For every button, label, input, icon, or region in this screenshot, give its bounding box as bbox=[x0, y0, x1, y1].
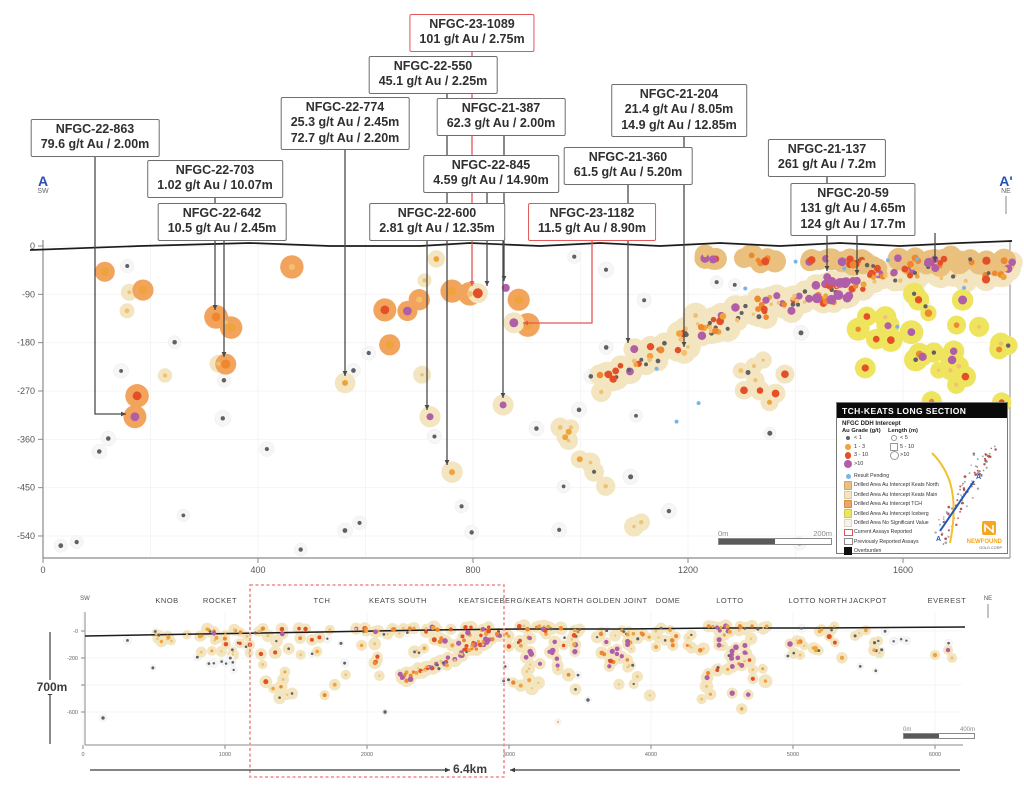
svg-text:1600: 1600 bbox=[892, 565, 914, 575]
endpoint-a-direction: SW bbox=[37, 188, 49, 195]
scalebar-top bbox=[718, 529, 832, 545]
intercept-value: 61.5 g/t Au / 5.20m bbox=[573, 165, 683, 180]
legend-item-label: Previously Reported Assays bbox=[854, 538, 919, 545]
intercept-value: 2.81 g/t Au / 12.35m bbox=[379, 221, 495, 236]
zone-label-golden-joint: GOLDEN JOINT bbox=[586, 596, 648, 605]
zone-label-keats: KEATS bbox=[458, 596, 486, 605]
intercept-value: 101 g/t Au / 2.75m bbox=[419, 32, 525, 47]
callout-nfgc-22-642 bbox=[158, 203, 287, 241]
legend-item-label: Drilled Area Au Intercept Iceberg bbox=[854, 510, 929, 517]
svg-text:0: 0 bbox=[29, 241, 35, 251]
callout-nfgc-22-703 bbox=[147, 160, 283, 198]
drillhole-id: NFGC-22-774 bbox=[305, 100, 385, 114]
zone-label-dome: DOME bbox=[655, 596, 681, 605]
zone-label-rocket: ROCKET bbox=[202, 596, 238, 605]
legend-length-header: Length (m) bbox=[888, 428, 918, 434]
legend-swatch-icon bbox=[842, 529, 854, 536]
drillhole-id: NFGC-22-703 bbox=[175, 163, 255, 177]
svg-text:-270: -270 bbox=[16, 385, 35, 396]
legend-item-label: Drilled Area Au Intercept TCH bbox=[854, 501, 922, 508]
zone-label-lotto-north: LOTTO NORTH bbox=[788, 596, 848, 605]
intercept-value: 10.5 g/t Au / 2.45m bbox=[167, 221, 277, 236]
grade-label: 1 - 3 bbox=[854, 443, 866, 450]
drillhole-id: NFGC-22-600 bbox=[397, 206, 477, 220]
zone-label-jackpot: JACKPOT bbox=[848, 596, 888, 605]
length-label: >10 bbox=[900, 452, 910, 459]
endpoint-a-prime-direction: NE bbox=[1001, 188, 1011, 195]
svg-text:-600: -600 bbox=[66, 710, 78, 716]
grade-dot-icon bbox=[842, 436, 854, 440]
scalebar-top-bar bbox=[718, 538, 832, 545]
intercept-value: 261 g/t Au / 7.2m bbox=[777, 157, 877, 172]
drillhole-id: NFGC-21-387 bbox=[461, 101, 541, 115]
callout-nfgc-22-774 bbox=[281, 97, 410, 150]
intercept-value: 62.3 g/t Au / 2.00m bbox=[446, 116, 556, 131]
legend-swatch-icon bbox=[842, 500, 854, 509]
svg-text:-0: -0 bbox=[73, 629, 78, 635]
drillhole-id: NFGC-23-1089 bbox=[429, 17, 515, 31]
length-label: < 5 bbox=[900, 435, 908, 442]
callout-nfgc-22-863 bbox=[31, 119, 160, 157]
drillhole-id: NFGC-22-550 bbox=[393, 59, 473, 73]
endpoint-a-label: A bbox=[37, 173, 49, 189]
callout-nfgc-21-387 bbox=[437, 98, 566, 136]
scalebar-top-min: 0m bbox=[718, 529, 729, 538]
height-dimension-label: 700m bbox=[26, 680, 78, 694]
grade-dot-icon bbox=[842, 460, 854, 468]
legend-item-label: Overburden bbox=[854, 548, 882, 555]
callout-nfgc-22-845 bbox=[423, 155, 559, 193]
drillhole-id: NFGC-21-204 bbox=[639, 87, 719, 101]
intercept-value: 11.5 g/t Au / 8.90m bbox=[538, 221, 646, 236]
callout-nfgc-21-360 bbox=[564, 147, 693, 185]
grade-label: < 1 bbox=[854, 435, 862, 442]
length-symbol-icon bbox=[888, 435, 900, 441]
zone-label-keats-south: KEATS SOUTH bbox=[369, 596, 427, 605]
svg-text:GOLD CORP: GOLD CORP bbox=[979, 546, 1002, 550]
svg-text:-90: -90 bbox=[21, 289, 35, 300]
zone-label-tch: TCH bbox=[313, 596, 331, 605]
legend-title: TCH-KEATS LONG SECTION bbox=[837, 403, 1007, 418]
svg-text:NEWFOUND: NEWFOUND bbox=[966, 539, 1002, 545]
zone-label-everest: EVEREST bbox=[927, 596, 967, 605]
scalebar-bottom-min: 0m bbox=[903, 727, 912, 733]
section-endpoint-a bbox=[30, 174, 56, 196]
intercept-value: 79.6 g/t Au / 2.00m bbox=[40, 137, 150, 152]
callout-nfgc-23-1089 bbox=[409, 14, 534, 52]
drillhole-id: NFGC-23-1182 bbox=[549, 206, 635, 220]
legend-item-label: Current Assays Reported bbox=[854, 529, 912, 536]
scalebar-bottom-max: 400m bbox=[959, 727, 975, 733]
svg-text:4000: 4000 bbox=[644, 752, 658, 758]
intercept-value: 72.7 g/t Au / 2.20m bbox=[290, 130, 400, 145]
svg-text:-360: -360 bbox=[16, 434, 35, 445]
intercept-value: 45.1 g/t Au / 2.25m bbox=[378, 74, 488, 89]
legend-swatch-icon bbox=[842, 538, 854, 545]
length-symbol-icon bbox=[888, 451, 900, 460]
callout-nfgc-23-1182 bbox=[528, 203, 656, 241]
intercept-value: 21.4 g/t Au / 8.05m bbox=[624, 102, 734, 117]
drillhole-id: NFGC-20-59 bbox=[817, 186, 889, 200]
svg-text:-200: -200 bbox=[66, 656, 78, 662]
svg-text:-450: -450 bbox=[16, 482, 35, 493]
callout-nfgc-21-204 bbox=[611, 84, 747, 137]
intercept-value: 1.02 g/t Au / 10.07m bbox=[157, 178, 273, 193]
drillhole-id: NFGC-22-642 bbox=[182, 206, 262, 220]
drillhole-id: NFGC-22-845 bbox=[451, 158, 531, 172]
section-endpoint-a-prime bbox=[993, 174, 1019, 196]
svg-text:5000: 5000 bbox=[786, 752, 800, 758]
svg-text:6000: 6000 bbox=[928, 752, 942, 758]
svg-text:NE: NE bbox=[983, 596, 993, 602]
legend-swatch-icon bbox=[842, 519, 854, 528]
intercept-value: 14.9 g/t Au / 12.85m bbox=[621, 117, 737, 132]
svg-text:-180: -180 bbox=[16, 337, 35, 348]
callout-nfgc-20-59 bbox=[790, 183, 915, 236]
width-dimension-label: 6.4km bbox=[450, 762, 490, 776]
scalebar-bottom-bar bbox=[903, 733, 975, 739]
grade-label: 3 - 10 bbox=[854, 452, 869, 459]
intercept-value: 25.3 g/t Au / 2.45m bbox=[290, 115, 400, 130]
svg-text:1200: 1200 bbox=[677, 565, 699, 575]
svg-text:2000: 2000 bbox=[360, 752, 374, 758]
callout-nfgc-22-550 bbox=[369, 56, 498, 94]
svg-text:A': A' bbox=[976, 474, 983, 481]
drillhole-id: NFGC-22-863 bbox=[55, 122, 135, 136]
location-minimap bbox=[926, 435, 1006, 555]
drillhole-id: NFGC-21-137 bbox=[787, 142, 867, 156]
svg-text:800: 800 bbox=[465, 565, 481, 575]
legend-item-label: Result Pending bbox=[854, 473, 890, 480]
svg-text:3000: 3000 bbox=[502, 752, 516, 758]
drillhole-id: NFGC-21-360 bbox=[588, 150, 668, 164]
svg-text:SW: SW bbox=[80, 596, 90, 602]
callout-nfgc-22-600 bbox=[369, 203, 505, 241]
legend-item-label: Drilled Area Au Intercept Keats North bbox=[854, 482, 939, 489]
svg-text:-540: -540 bbox=[16, 530, 35, 541]
intercept-value: 124 g/t Au / 17.7m bbox=[800, 216, 906, 231]
svg-text:400: 400 bbox=[250, 565, 266, 575]
length-label: 5 - 10 bbox=[900, 443, 915, 450]
zone-label-knob: KNOB bbox=[155, 596, 179, 605]
legend-subtitle: NFGC DDH Intercept bbox=[842, 421, 901, 427]
intercept-value: 131 g/t Au / 4.65m bbox=[800, 201, 906, 216]
scalebar-top-max: 200m bbox=[813, 529, 832, 538]
legend-swatch-icon bbox=[842, 481, 854, 490]
intercept-value: 4.59 g/t Au / 14.90m bbox=[433, 173, 549, 188]
zone-label-lotto: LOTTO bbox=[716, 596, 744, 605]
svg-text:0: 0 bbox=[40, 565, 46, 575]
legend-swatch-icon bbox=[842, 547, 854, 556]
legend-swatch-icon bbox=[842, 474, 854, 479]
callout-nfgc-21-137 bbox=[768, 139, 886, 177]
zone-label-iceberg-keats-north: ICEBERG/KEATS NORTH bbox=[485, 596, 584, 605]
endpoint-a-prime-label: A' bbox=[999, 173, 1013, 189]
legend-item-label: Drilled Area Au Intercept Keats Main bbox=[854, 491, 938, 498]
legend-item-label: Drilled Area No Significant Value bbox=[854, 520, 929, 527]
legend-swatch-icon bbox=[842, 491, 854, 500]
grade-dot-icon bbox=[842, 444, 854, 450]
legend-grade-header: Au Grade (g/t) bbox=[842, 428, 881, 434]
svg-text:1000: 1000 bbox=[218, 752, 232, 758]
grade-label: >10 bbox=[854, 461, 864, 468]
grade-dot-icon bbox=[842, 452, 854, 459]
legend-swatch-icon bbox=[842, 509, 854, 518]
svg-text:0: 0 bbox=[81, 752, 85, 758]
length-symbol-icon bbox=[888, 443, 900, 451]
scalebar-bottom bbox=[903, 727, 975, 739]
legend-panel bbox=[836, 402, 1008, 554]
svg-text:A: A bbox=[936, 536, 942, 543]
